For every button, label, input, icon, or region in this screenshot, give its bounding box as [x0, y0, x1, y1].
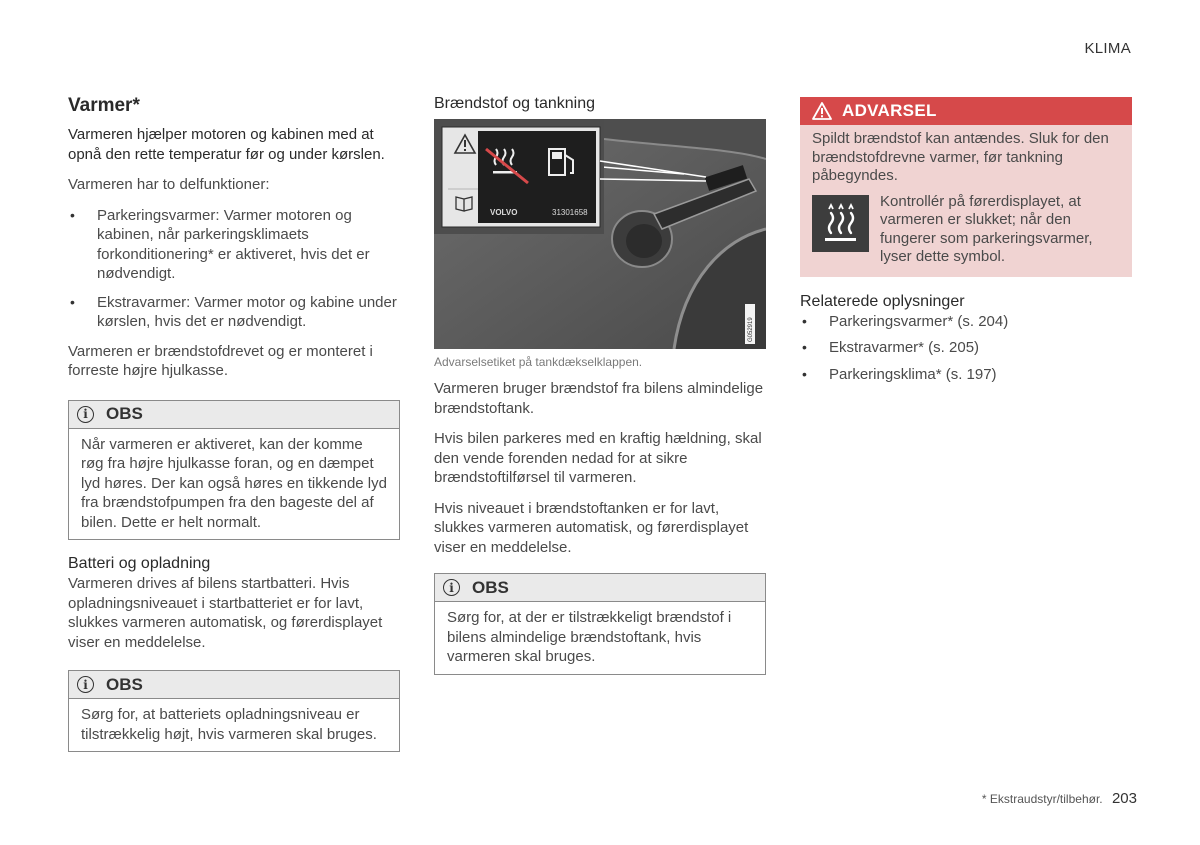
- obs-text: Sørg for, at der er tilstrækkeligt brændstof i bilens almindelige brændstoftank, hvis varmeren skal bruges.: [447, 609, 732, 665]
- fuel-flap-photo: [434, 119, 766, 349]
- image-code: G052919: [748, 317, 754, 342]
- obs-header: [69, 401, 399, 429]
- obs-title: OBS: [106, 404, 143, 423]
- fuel-text: Varmeren er brændstofdrevet og er monteret i forreste højre hjulkasse.: [68, 342, 373, 379]
- obs-body: [69, 699, 399, 751]
- battery-text: Varmeren drives af bilens startbatteri. Hvis opladningsniveauet i startbatteriet er for lavt, slukkes varmeren automatisk, og førerdisplayet viser en meddelelse.: [68, 575, 383, 651]
- warning-title: ADVARSEL: [842, 101, 937, 120]
- footnote-text: * Ekstraudstyr/tilbehør.: [981, 792, 1103, 806]
- fuel-paragraph-1: Varmeren bruger brændstof fra bilens almindelige brændstoftank.: [434, 380, 764, 417]
- intro-text: Varmeren hjælper motoren og kabinen med at opnå den rette temperatur før og under kørslen.: [68, 126, 385, 163]
- obs-text: Når varmeren er aktiveret, kan der komme røg fra højre hjulkasse foran, og en dæmpet lyd høres. Der kan også høres en tikkende lyd fra brændstofpumpen fra den bageste del af bilen. Dette er helt normalt.: [81, 435, 387, 531]
- fuel-heading: Brændstof og tankning: [434, 95, 595, 112]
- warning-box: [800, 97, 1132, 277]
- car-illustration: [434, 119, 766, 349]
- obs-body: [69, 429, 399, 540]
- list-item: • Parkeringsvarmer: Varmer motoren og kabinen, når parkeringsklimaets forkonditionering* er aktiveret, hvis det er nødvendigt.: [68, 206, 400, 284]
- related-link[interactable]: • Parkeringsvarmer* (s. 204): [800, 312, 1132, 332]
- warning-symbol-row: [812, 193, 1120, 267]
- obs-header: [435, 574, 765, 602]
- label-number: 31301658: [552, 208, 588, 217]
- footer: [982, 790, 1137, 807]
- page-number: 203: [1111, 790, 1137, 807]
- obs-title: OBS: [472, 577, 509, 597]
- obs-body: [435, 602, 765, 674]
- subfunctions-list: [68, 206, 400, 332]
- info-icon: i: [443, 579, 460, 596]
- list-item: • Ekstravarmer: Varmer motor og kabine under kørslen, hvis det er nødvendigt.: [68, 293, 400, 332]
- fuel-paragraph-3: Hvis niveauet i brændstoftanken er for lavt, slukkes varmeren automatisk, og førerdisplayet viser en meddelelse.: [434, 499, 749, 556]
- image-caption: Advarselsetiket på tankdækselklappen.: [434, 355, 643, 369]
- warning-body: [800, 125, 1132, 277]
- related-list: [800, 312, 1132, 385]
- related-heading: Relaterede oplysninger: [800, 292, 965, 310]
- warning-display-text: Kontrollér på førerdisplayet, at varmeren er slukket; når den fungerer som parkeringsvarmer, lyser dette symbol.: [880, 192, 1093, 265]
- related-link[interactable]: • Parkeringsklima* (s. 197): [800, 365, 1132, 385]
- warning-icon: [812, 102, 832, 120]
- page-title: Varmer*: [68, 95, 140, 116]
- obs-title: OBS: [106, 674, 143, 694]
- warning-text: Spildt brændstof kan antændes. Sluk for den brændstofdrevne varmer, før tankning påbegyndes.: [812, 130, 1109, 184]
- column-middle: [434, 95, 766, 675]
- fuel-paragraph-2: Hvis bilen parkeres med en kraftig hældning, skal den vende forenden nedad for at sikre brændstoftilførsel til varmeren.: [434, 430, 762, 486]
- battery-heading: Batteri og opladning: [68, 555, 211, 572]
- parking-heater-icon: [812, 195, 869, 252]
- obs-note-fuel: [434, 573, 766, 675]
- section-title: KLIMA: [1084, 40, 1131, 57]
- column-left: [68, 95, 400, 752]
- obs-header: [69, 671, 399, 699]
- warning-header: [800, 97, 1132, 125]
- subfunctions-intro: Varmeren har to delfunktioner:: [68, 176, 270, 193]
- obs-text: Sørg for, at batteriets opladningsniveau er tilstrækkelig højt, hvis varmeren skal bruges.: [81, 706, 377, 743]
- column-right: [800, 97, 1132, 394]
- label-brand: VOLVO: [490, 208, 518, 217]
- info-icon: i: [77, 406, 94, 423]
- obs-note-battery: [68, 670, 400, 752]
- related-link[interactable]: • Ekstravarmer* (s. 205): [800, 338, 1132, 358]
- info-icon: i: [77, 676, 94, 693]
- obs-note-smoke: [68, 400, 400, 541]
